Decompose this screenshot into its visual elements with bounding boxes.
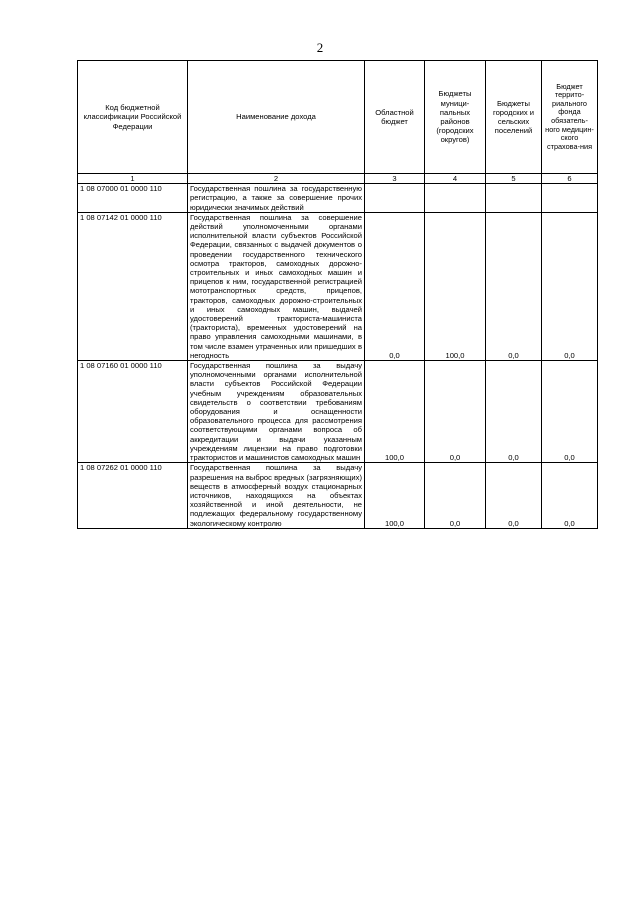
row-code: 1 08 07142 01 0000 110 [78, 212, 188, 360]
header-municipal-budgets: Бюджеты муници-пальных районов (городских округов) [425, 61, 486, 174]
row-name: Государственная пошлина за выдачу уполномоченными органами исполнительной власти субъектов Российской Федерации учебным учреждениям образовательных свидетельств о соответствии требованиям оборудования и оснащенности образовательного процесса для рассмотрения соответствующими органами вопроса об аккредитации и выдачи указанным учреждениям лицензии на право подготовки трактористов и машинистов самоходных машин [188, 361, 365, 463]
row-name: Государственная пошлина за государственную регистрацию, а также за совершение прочих юридически значимых действий [188, 184, 365, 213]
column-number: 6 [542, 174, 598, 184]
row-name: Государственная пошлина за совершение действий уполномоченными органами исполнительной власти субъектов Российской Федерации, связанных с выдачей документов о проведении государственного технического осмотра тракторов, самоходных дорожно-строительных и иных самоходных машин и прицепов к ним, государственной регистрацией мототранспортных средств, прицепов, тракторов, самоходных дорожно-строительных и иных самоходных машин, выдачей удостоверений тракториста-машиниста (тракториста), временных удостоверений на право управления самоходными машинами, в том числе взамен утраченных или пришедших в негодность [188, 212, 365, 360]
value-regional: 0,0 [365, 212, 425, 360]
value-regional: 100,0 [365, 361, 425, 463]
value-settlement [486, 184, 542, 213]
row-code: 1 08 07262 01 0000 110 [78, 463, 188, 528]
column-number: 2 [188, 174, 365, 184]
value-municipal [425, 184, 486, 213]
column-number: 1 [78, 174, 188, 184]
table-row [78, 212, 598, 360]
row-code: 1 08 07000 01 0000 110 [78, 184, 188, 213]
value-settlement: 0,0 [486, 212, 542, 360]
value-settlement: 0,0 [486, 463, 542, 528]
column-number: 4 [425, 174, 486, 184]
table-row [78, 184, 598, 213]
revenue-table [77, 60, 598, 529]
header-code: Код бюджетной классификации Российской Федерации [78, 61, 188, 174]
value-insurance-fund [542, 184, 598, 213]
value-municipal: 100,0 [425, 212, 486, 360]
value-municipal: 0,0 [425, 463, 486, 528]
table-row [78, 463, 598, 528]
value-regional: 100,0 [365, 463, 425, 528]
page-number: 2 [316, 40, 324, 55]
column-number: 5 [486, 174, 542, 184]
row-name: Государственная пошлина за выдачу разрешения на выброс вредных (загрязняющих) веществ в атмосферный воздух стационарных источников, находящихся на объектах хозяйственной и иной деятельности, не подлежащих федеральному государственному экологическому контролю [188, 463, 365, 528]
column-number: 3 [365, 174, 425, 184]
header-insurance-fund-budget: Бюджет террито-риального фонда обязатель-ного медицин-ского страхова-ния [542, 61, 598, 174]
header-name: Наименование дохода [188, 61, 365, 174]
header-regional-budget: Областной бюджет [365, 61, 425, 174]
value-regional [365, 184, 425, 213]
value-municipal: 0,0 [425, 361, 486, 463]
table-header-row [78, 61, 598, 174]
header-settlement-budgets: Бюджеты городских и сельских поселений [486, 61, 542, 174]
column-number-row [78, 174, 598, 184]
value-insurance-fund: 0,0 [542, 463, 598, 528]
table-row [78, 361, 598, 463]
value-insurance-fund: 0,0 [542, 212, 598, 360]
row-code: 1 08 07160 01 0000 110 [78, 361, 188, 463]
value-settlement: 0,0 [486, 361, 542, 463]
value-insurance-fund: 0,0 [542, 361, 598, 463]
